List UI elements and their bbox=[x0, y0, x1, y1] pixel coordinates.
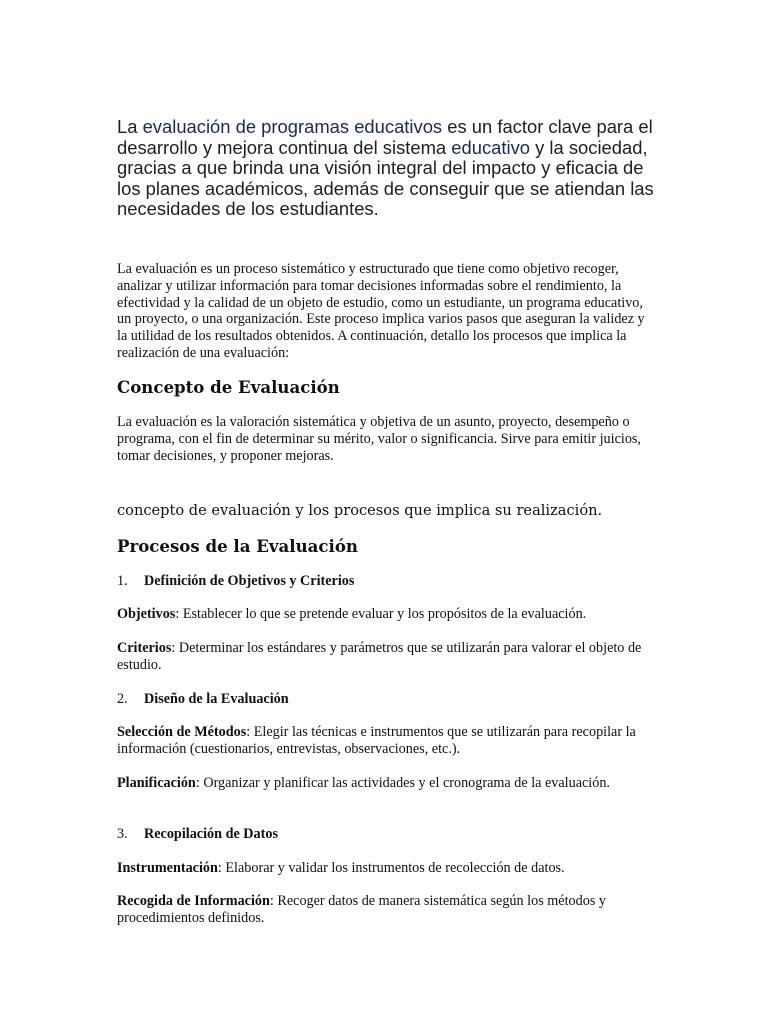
item-objetivos bbox=[117, 606, 657, 623]
item-term: Recogida de Información bbox=[117, 893, 270, 909]
item-term: Planificación bbox=[117, 775, 196, 791]
caption-line: concepto de evaluación y los procesos que implica su realización. bbox=[117, 502, 603, 519]
paragraph-evaluacion-proceso: La evaluación es un proceso sistemático y estructurado que tiene como objetivo recoger, analizar y utilizar información para tomar decisiones informadas sobre el rendimiento, la efectividad y la calidad de un objeto de estudio, como un estudiante, un programa educativo, un proyecto, o una organización. Este proceso implica varios pasos que aseguran la validez y la utilidad de los resultados obtenidos. A continuación, detallo los procesos que implica la realización de una evaluación: bbox=[117, 261, 645, 361]
section-title: Diseño de la Evaluación bbox=[144, 691, 289, 707]
item-text: : Determinar los estándares y parámetros que se utilizarán para valorar el objeto de estudio. bbox=[117, 640, 642, 673]
paragraph-concepto: La evaluación es la valoración sistemática y objetiva de un asunto, proyecto, desempeño o programa, con el fin de determinar su mérito, valor o significancia. Sirve para emitir juicios, tomar decisiones, y proponer mejoras. bbox=[117, 414, 641, 464]
item-term: Criterios bbox=[117, 640, 172, 656]
section-title: Recopilación de Datos bbox=[144, 826, 278, 842]
item-recogida-informacion bbox=[117, 893, 657, 927]
intro-text-3: y la sociedad, gracias a que brinda una visión integral del impacto y eficacia de los planes académicos, además de conseguir que se atiendan las necesidades de los estudiantes. bbox=[117, 136, 654, 220]
section-1-heading bbox=[117, 573, 354, 590]
item-criterios bbox=[117, 640, 657, 674]
item-seleccion-metodos bbox=[117, 724, 657, 758]
section-number: 1. bbox=[117, 573, 128, 589]
section-title: Definición de Objetivos y Criterios bbox=[144, 573, 355, 589]
item-text: : Organizar y planificar las actividades y el cronograma de la evaluación. bbox=[195, 775, 610, 791]
section-2-heading bbox=[117, 691, 289, 708]
link-educativo[interactable]: educativo bbox=[451, 136, 530, 158]
item-term: Objetivos bbox=[117, 606, 176, 622]
section-3-heading bbox=[117, 826, 278, 843]
section-number: 2. bbox=[117, 691, 128, 707]
intro-text-1: La bbox=[117, 116, 143, 137]
item-text: : Elegir las técnicas e instrumentos que se utilizarán para recopilar la información (cuestionarios, entrevistas, observaciones, etc.). bbox=[117, 724, 636, 757]
intro-text-2: es un factor clave para el desarrollo y mejora continua del sistema bbox=[117, 116, 653, 158]
section-number: 3. bbox=[117, 826, 128, 842]
intro-paragraph bbox=[117, 117, 657, 220]
heading-procesos: Procesos de la Evaluación bbox=[117, 536, 358, 556]
item-text: : Elaborar y validar los instrumentos de recolección de datos. bbox=[217, 860, 565, 876]
item-text: : Recoger datos de manera sistemática según los métodos y procedimientos definidos. bbox=[117, 893, 606, 926]
item-instrumentacion bbox=[117, 860, 657, 877]
item-term: Selección de Métodos bbox=[117, 724, 247, 740]
item-text: : Establecer lo que se pretende evaluar y los propósitos de la evaluación. bbox=[175, 606, 587, 622]
item-planificacion bbox=[117, 775, 657, 792]
item-term: Instrumentación bbox=[117, 860, 218, 876]
heading-concepto: Concepto de Evaluación bbox=[117, 377, 340, 397]
link-evaluacion-programas[interactable]: evaluación de programas educativos bbox=[142, 116, 443, 137]
